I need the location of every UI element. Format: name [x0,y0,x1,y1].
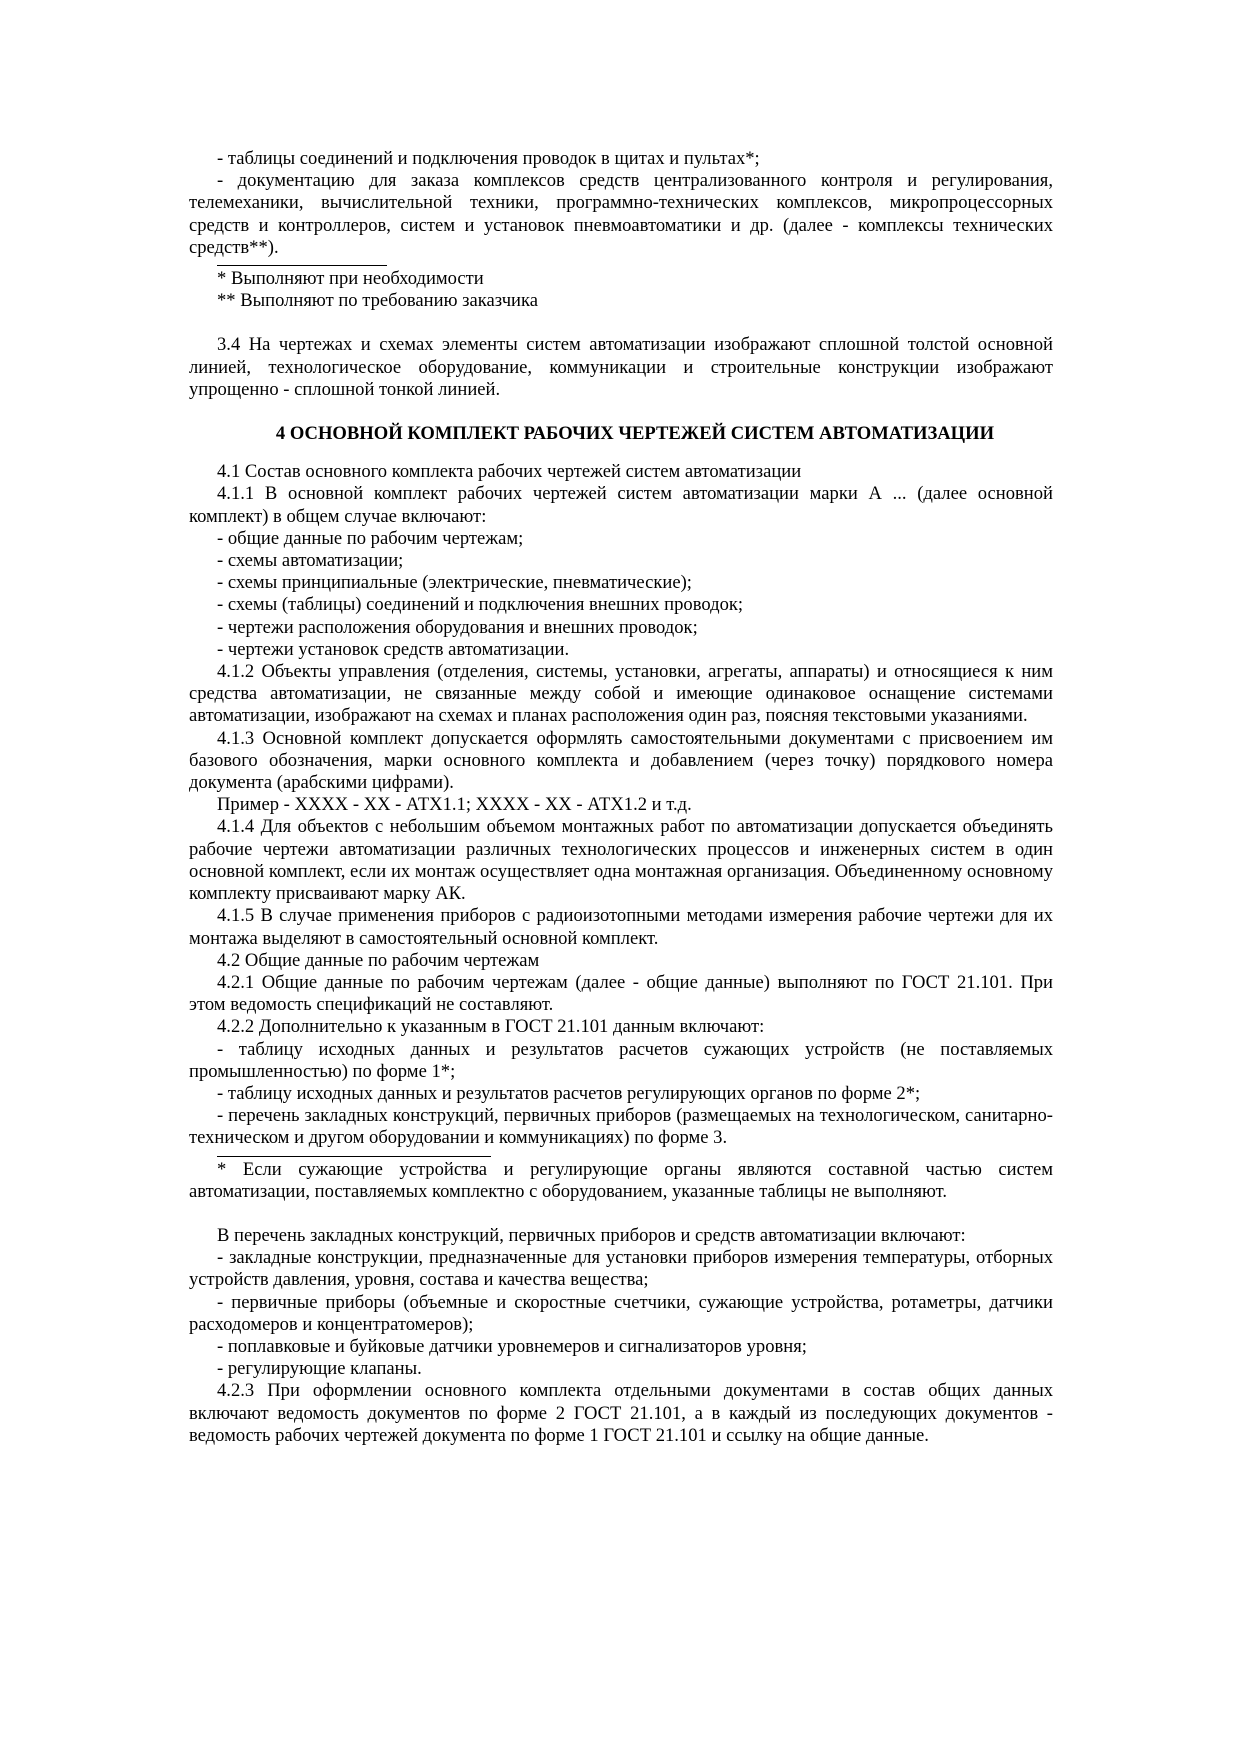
footnote: ** Выполняют по требованию заказчика [217,290,539,312]
paragraph-4-1-2: 4.1.2 Объекты управления (отделения, системы, установки, агрегаты, аппараты) и относящиеся к ним средства автоматизации, не связанные между собой и имеющие одинаковое оснащение системами автоматизации, изображают на схемах и планах расположения один раз, поясняя текстовыми указаниями. [189,661,1053,727]
paragraph-3-4: 3.4 На чертежах и схемах элементы систем автоматизации изображают сплошной толстой основной линией, технологическое оборудование, коммуникации и строительные конструкции изображают упрощенно - сплошной тонкой линией. [189,334,1053,400]
list-item: - регулирующие клапаны. [217,1358,422,1380]
document-body [189,148,1053,1447]
list-item: - таблицы соединений и подключения проводок в щитах и пультах*; [217,148,760,169]
paragraph-4-2-3: 4.2.3 При оформлении основного комплекта отдельными документами в состав общих данных включают ведомость документов по форме 2 ГОСТ 21.101, а в каждый из последующих документов - ведомость рабочих чертежей документа по форме 1 ГОСТ 21.101 и ссылку на общие данные. [189,1380,1053,1446]
section-heading: 4 ОСНОВНОЙ КОМПЛЕКТ РАБОЧИХ ЧЕРТЕЖЕЙ СИСТЕМ АВТОМАТИЗАЦИИ [275,423,995,445]
spacer [189,401,1053,423]
paragraph-4-1: 4.1 Состав основного комплекта рабочих чертежей систем автоматизации [217,461,802,483]
spacer [189,445,1053,461]
list-item: - общие данные по рабочим чертежам; [217,527,524,549]
paragraph-list-intro: В перечень закладных конструкций, первичных приборов и средств автоматизации включают: [217,1224,966,1246]
paragraph-4-2-2: 4.2.2 Дополнительно к указанным в ГОСТ 21.101 данным включают: [217,1016,765,1038]
spacer [189,1203,1053,1225]
list-item: - перечень закладных конструкций, первичных приборов (размещаемых на технологическом, санитарно-техническом и другом оборудовании и коммуникациях) по форме 3. [189,1105,1053,1149]
footnote-separator [217,1156,491,1157]
list-item: - чертежи расположения оборудования и внешних проводок; [217,616,698,638]
example-line: Пример - ХХХХ - ХХ - АТХ1.1; ХХХХ - ХХ - АТХ1.2 и т.д. [217,794,692,816]
list-item: - документацию для заказа комплексов средств централизованного контроля и регулирования, телемеханики, вычислительной техники, программно-технических комплексов, микропроцессорных средств и контроллеров, систем и установок пневмоавтоматики и др. (далее - комплексы технических средств**). [189,170,1053,258]
list-item: - закладные конструкции, предназначенные для установки приборов измерения температуры, отборных устройств давления, уровня, состава и качества вещества; [189,1247,1053,1291]
list-item: - таблицу исходных данных и результатов расчетов регулирующих органов по форме 2*; [217,1082,921,1104]
list-item: - первичные приборы (объемные и скоростные счетчики, сужающие устройства, ротаметры, датчики расходомеров и концентратомеров); [189,1291,1053,1335]
paragraph-4-2-1: 4.2.1 Общие данные по рабочим чертежам (далее - общие данные) выполняют по ГОСТ 21.101. При этом ведомость спецификаций не составляют. [189,971,1053,1016]
footnote-separator [217,265,387,266]
spacer [189,312,1053,334]
list-item: - чертежи установок средств автоматизации. [217,638,570,660]
list-item: - схемы автоматизации; [217,550,404,572]
paragraph-4-1-4: 4.1.4 Для объектов с небольшим объемом монтажных работ по автоматизации допускается объединять рабочие чертежи автоматизации различных технологических процессов и инженерных систем в один основной комплект, если их монтаж осуществляет одна монтажная организация. Объединенному основному комплекту присваивают марку АК. [189,816,1053,905]
list-item: - таблицу исходных данных и результатов расчетов сужающих устройств (не поставляемых промышленностью) по форме 1*; [189,1038,1053,1082]
paragraph-4-1-5: 4.1.5 В случае применения приборов с радиоизотопными методами измерения рабочие чертежи для их монтажа выделяют в самостоятельный основной комплект. [189,905,1053,949]
paragraph-4-1-3: 4.1.3 Основной комплект допускается оформлять самостоятельными документами с присвоением им базового обозначения, марки основного комплекта и добавлением (через точку) порядкового номера документа (арабскими цифрами). [189,727,1053,794]
paragraph-4-1-1: 4.1.1 В основной комплект рабочих чертежей систем автоматизации марки А ... (далее основной комплект) в общем случае включают: [189,483,1053,527]
list-item: - схемы (таблицы) соединений и подключения внешних проводок; [217,594,744,616]
list-item: - схемы принципиальные (электрические, пневматические); [217,572,692,594]
footnote: * Выполняют при необходимости [217,268,484,290]
list-item: - поплавковые и буйковые датчики уровнемеров и сигнализаторов уровня; [217,1335,807,1357]
footnote: * Если сужающие устройства и регулирующие органы являются составной частью систем автоматизации, поставляемых комплектно с оборудованием, указанные таблицы не выполняют. [189,1158,1053,1202]
paragraph-4-2: 4.2 Общие данные по рабочим чертежам [217,949,540,971]
